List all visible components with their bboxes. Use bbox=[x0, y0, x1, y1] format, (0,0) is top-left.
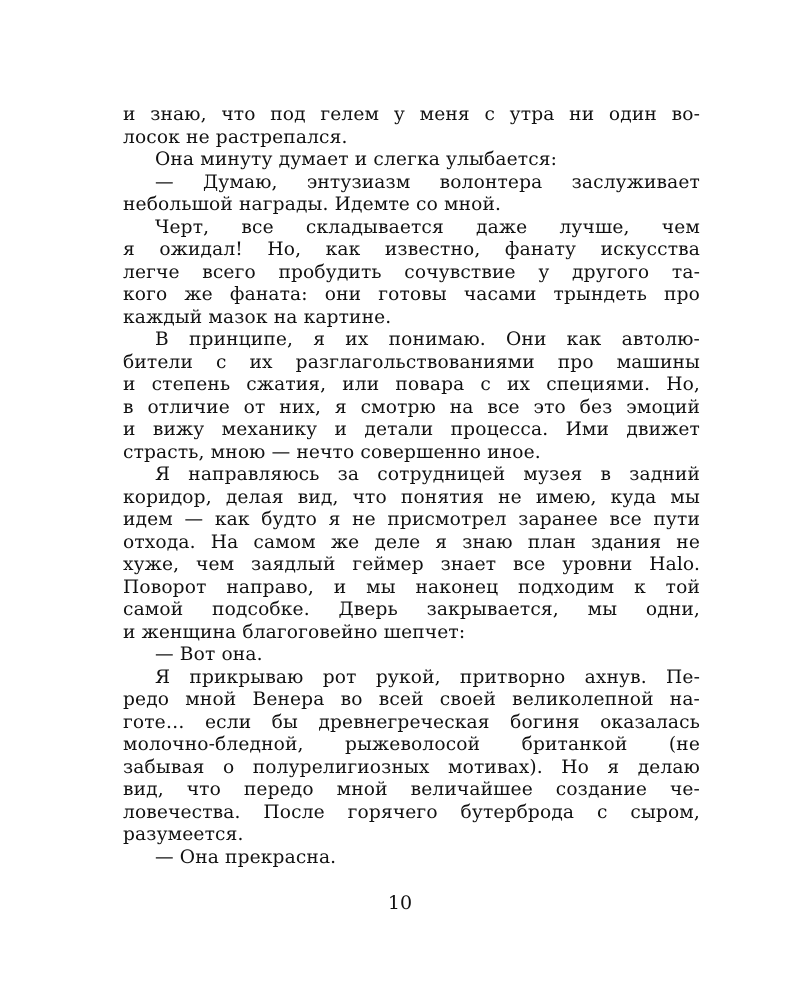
text-line: небольшой награды. Идемте со мной. bbox=[123, 194, 502, 215]
text-line: Поворот направо, и мы наконец подходим к той bbox=[123, 576, 700, 598]
text-line: каждый мазок на картине. bbox=[123, 306, 392, 328]
text-line: забывая о полурелигиозных мотивах). Но я делаю bbox=[123, 756, 700, 778]
text-line: Я направляюсь за сотрудницей музея в задний bbox=[155, 464, 700, 485]
page-number: 10 bbox=[387, 892, 413, 914]
text-line: страсть, мною — нечто совершенно иное. bbox=[123, 441, 541, 463]
text-line: Она минуту думает и слегка улыбается: bbox=[155, 149, 558, 170]
text-line: коридор, делая вид, что понятия не имею, куда мы bbox=[123, 486, 700, 508]
text-line: и степень сжатия, или повара с их специями. Но, bbox=[123, 374, 700, 395]
text-line: редо мной Венера во всей своей великолепной на- bbox=[123, 689, 700, 710]
text-line: — Думаю, энтузиазм волонтера заслуживает bbox=[155, 171, 700, 193]
text-line: — Она прекрасна. bbox=[155, 846, 337, 868]
text-line: Я прикрываю рот рукой, притворно ахнув. Пе- bbox=[155, 666, 700, 688]
text-line: лосок не растрепался. bbox=[123, 126, 348, 148]
text-line: легче всего пробудить сочувствие у другого та- bbox=[123, 261, 700, 283]
text-line: разумеется. bbox=[123, 824, 244, 845]
text-line: кого же фаната: они готовы часами трындеть про bbox=[123, 284, 700, 305]
text-line: бители с их разглагольствованиями про машины bbox=[123, 351, 700, 373]
text-line: Черт, все складывается даже лучше, чем bbox=[155, 216, 700, 238]
text-line: молочно-бледной, рыжеволосой британкой (не bbox=[123, 734, 700, 755]
book-page-text bbox=[123, 104, 700, 869]
text-line: я ожидал! Но, как известно, фанату искусства bbox=[123, 239, 700, 260]
text-line: в отличие от них, я смотрю на все это без эмоций bbox=[123, 396, 700, 418]
text-line: и женщина благоговейно шепчет: bbox=[123, 621, 466, 643]
text-line: ловечества. После горячего бутерброда с сыром, bbox=[123, 801, 700, 823]
text-line: и вижу механику и детали процесса. Ими движет bbox=[123, 419, 700, 440]
text-line: вид, что передо мной величайшее создание че- bbox=[123, 779, 700, 800]
text-line: идем — как будто я не присмотрел заранее все пути bbox=[123, 509, 700, 530]
text-line: и знаю, что под гелем у меня с утра ни один во- bbox=[123, 104, 700, 125]
text-line: хуже, чем заядлый геймер знает все уровни Halo. bbox=[123, 554, 700, 575]
text-line: готе… если бы древнегреческая богиня оказалась bbox=[123, 711, 700, 733]
text-line: — Вот она. bbox=[155, 644, 263, 665]
text-line: самой подсобке. Дверь закрывается, мы одни, bbox=[123, 599, 700, 620]
text-line: отхода. На самом же деле я знаю план здания не bbox=[123, 531, 700, 553]
text-line: В принципе, я их понимаю. Они как автолю- bbox=[155, 329, 700, 350]
